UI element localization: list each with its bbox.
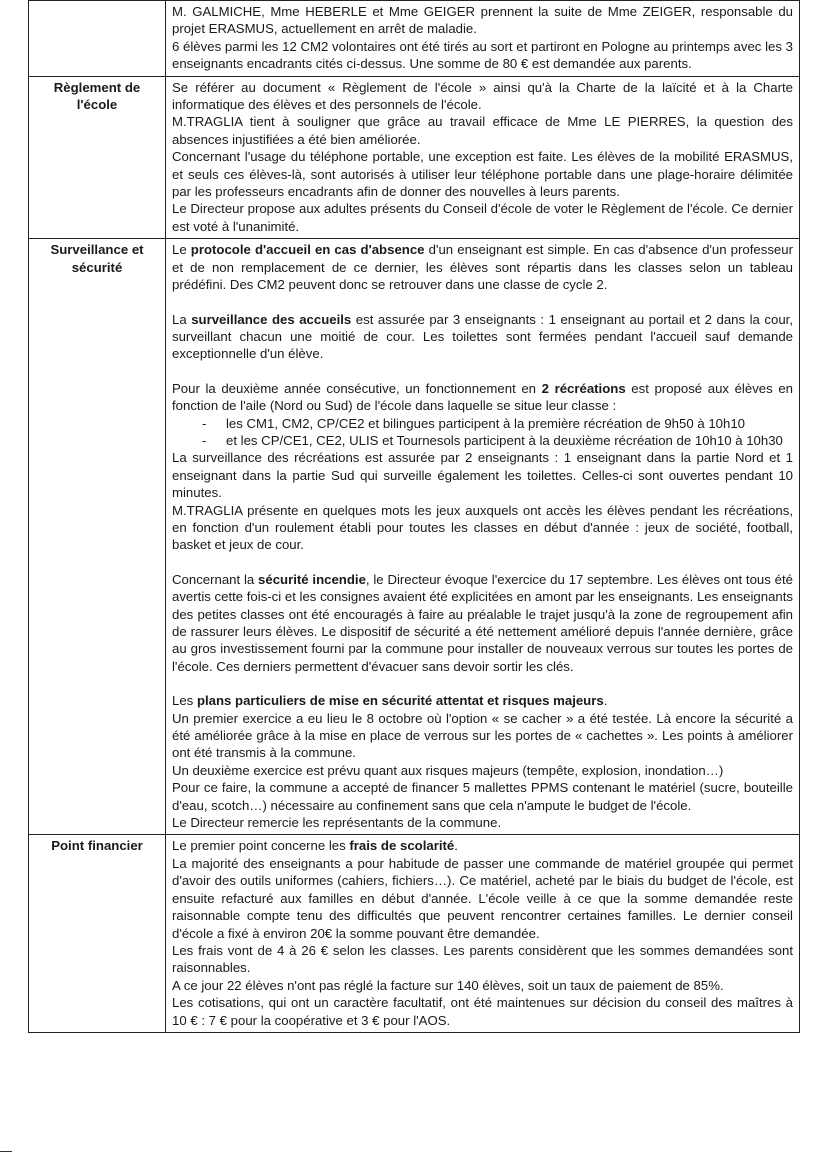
protocole-heading: protocole d'accueil en cas d'absence (190, 242, 425, 258)
row-content-reglement (166, 76, 800, 239)
row-label-reglement: Règlement de l'école (29, 76, 166, 239)
row-reglement (29, 76, 800, 239)
exercice-2-paragraph: Un deuxième exercice est prévu quant aux risques majeurs (tempête, explosion, inondation…) (172, 762, 724, 778)
list-item: - et les CP/CE1, CE2, ULIS et Tournesols participent à la deuxième récréation de 10h10 à 10h30 (202, 432, 793, 449)
montants-paragraph: Les frais vont de 4 à 26 € selon les classes. Les parents considèrent que les sommes demandées sont raisonnables. (172, 942, 793, 976)
surveillance-recreations-paragraph: La surveillance des récréations est assurée par 2 enseignants : 1 enseignant dans la partie Nord et 1 enseignant dans la partie Sud qui surveille également les toilettes. Celles-ci sont ouvertes pendant 10 minutes. (172, 450, 793, 501)
commande-paragraph: La majorité des enseignants a pour habitude de passer une commande de matériel groupée qui permet d'avoir des outils uniformes (cahiers, fichiers…). Ce matériel, acheté par le biais du budget de l'école, est ensuite refacturé aux familles en début d'année. L'école veille à ce que la somme demandée reste raisonnable compte tenu des difficultés que peuvent rencontrer certaines familles. Le dernier conseil d'école a fixé à environ 20€ la somme pouvant être demandée. (172, 855, 793, 941)
row-content-surveillance (166, 239, 800, 835)
frais-paragraph: Le premier point concerne les frais de scolarité. (172, 838, 458, 854)
recreations-paragraph: Pour la deuxième année consécutive, un fonctionnement en 2 récréations est proposé aux élèves en fonction de l'aile (Nord ou Sud) de l'école dans laquelle se situe leur classe : (172, 380, 793, 414)
exercice-1-paragraph: Un premier exercice a eu lieu le 8 octobre où l'option « se cacher » a été testée. Là encore la sécurité a été améliorée grâce à la mise en place de verrous sur les portes de « cachettes ». Les points à améliorer ont été transmis à la commune. (172, 710, 793, 761)
minutes-table (28, 0, 800, 1033)
accueils-paragraph: La surveillance des accueils est assurée par 3 enseignants : 1 enseignant au portail et 2 dans la cour, surveillant chacun une moitié de cour. Les toilettes sont fermées pendant l'accueil sauf demande exceptionnelle d'un élève. (172, 311, 793, 362)
protocole-paragraph: Le protocole d'accueil en cas d'absence d'un enseignant est simple. En cas d'absence d'un professeur et de non remplacement de ce dernier, les élèves sont répartis dans les classes selon un tableau prédéfini. Des CM2 peuvent donc se retrouver dans une classe de cycle 2. (172, 242, 793, 293)
incendie-heading: sécurité incendie (258, 571, 366, 587)
reglement-paragraph-2: M.TRAGLIA tient à souligner que grâce au travail efficace de Mme LE PIERRES, la question des absences injustifiées a été bien améliorée. (172, 114, 793, 147)
row-content-erasmus (166, 1, 800, 77)
erasmus-paragraph-1: M. GALMICHE, Mme HEBERLE et Mme GEIGER prennent la suite de Mme ZEIGER, responsable du projet ERASMUS, actuellement en arrêt de maladie. (172, 4, 793, 37)
ppms-paragraph: Les plans particuliers de mise en sécurité attentat et risques majeurs. (172, 693, 608, 709)
erasmus-paragraph-2: 6 élèves parmi les 12 CM2 volontaires ont été tirés au sort et partiront en Pologne au printemps avec les 3 enseignants encadrants cités ci-dessus. Une somme de 80 € est demandée aux parents. (172, 38, 793, 72)
row-label-surveillance: Surveillance et sécurité (29, 239, 166, 835)
ppms-heading: plans particuliers de mise en sécurité attentat et risques majeurs (196, 693, 604, 709)
list-item: - les CM1, CM2, CP/CE2 et bilingues participent à la première récréation de 9h50 à 10h10 (202, 415, 793, 432)
reglement-paragraph-1: Se référer au document « Règlement de l'école » ainsi qu'à la Charte de la laïcité et à la Charte informatique des élèves et des personnels de l'école. (172, 79, 793, 113)
recreations-list (172, 415, 793, 450)
accueils-heading: surveillance des accueils (191, 311, 352, 327)
incendie-paragraph: Concernant la sécurité incendie, le Directeur évoque l'exercice du 17 septembre. Les élèves ont tous été avertis cette fois-ci et les consignes avaient été explicitées en amont par les enseignants. Les enseignants des petites classes ont été encouragés à faire au préalable le trajet jusqu'à la zone de regroupement afin de rassurer leurs élèves. Le dispositif de sécurité a été nettement amélioré depuis l'année dernière, grâce au gros investissement fourni par la commune pour installer de nouveaux verrous sur toutes les portes de l'école. Ces derniers permettent d'évacuer sans devoir sortir les clés. (172, 571, 793, 674)
scan-edge-mark (0, 1151, 12, 1152)
row-surveillance (29, 239, 800, 835)
reglement-paragraph-3: Concernant l'usage du téléphone portable, une exception est faite. Les élèves de la mobilité ERASMUS, et seuls ces élèves-là, sont autorisés à utiliser leur téléphone portable dans une plage-horaire délimitée par les professeurs encadrants afin de donner des nouvelles à leurs parents. (172, 149, 793, 200)
minutes-page (28, 0, 800, 1033)
mallettes-paragraph: Pour ce faire, la commune a accepté de financer 5 mallettes PPMS contenant le matériel (sucre, bouteille d'eau, scotch…) nécessaire au confinement sans que cela n'ampute le budget de l'école. (172, 780, 793, 813)
row-label-erasmus (29, 1, 166, 77)
jeux-paragraph: M.TRAGLIA présente en quelques mots les jeux auxquels ont accès les élèves pendant les récréations, en fonction d'un roulement établi pour toutes les classes en début d'année : jeux de société, football, basket et jeux de cour. (172, 502, 793, 553)
row-erasmus (29, 1, 800, 77)
cotisations-paragraph: Les cotisations, qui ont un caractère facultatif, ont été maintenues sur décision du conseil des maîtres à 10 € : 7 € pour la coopérative et 3 € pour l'AOS. (172, 995, 793, 1028)
remerciements-paragraph: Le Directeur remercie les représentants de la commune. (172, 815, 502, 831)
recreations-heading: 2 récréations (541, 380, 626, 396)
reglement-paragraph-4: Le Directeur propose aux adultes présents du Conseil d'école de voter le Règlement de l'école. Ce dernier est voté à l'unanimité. (172, 201, 793, 234)
frais-heading: frais de scolarité (349, 838, 455, 854)
row-label-financier: Point financier (29, 835, 166, 1032)
row-content-financier (166, 835, 800, 1032)
paiement-paragraph: A ce jour 22 élèves n'ont pas réglé la facture sur 140 élèves, soit un taux de paiement de 85%. (172, 977, 724, 993)
row-financier (29, 835, 800, 1032)
